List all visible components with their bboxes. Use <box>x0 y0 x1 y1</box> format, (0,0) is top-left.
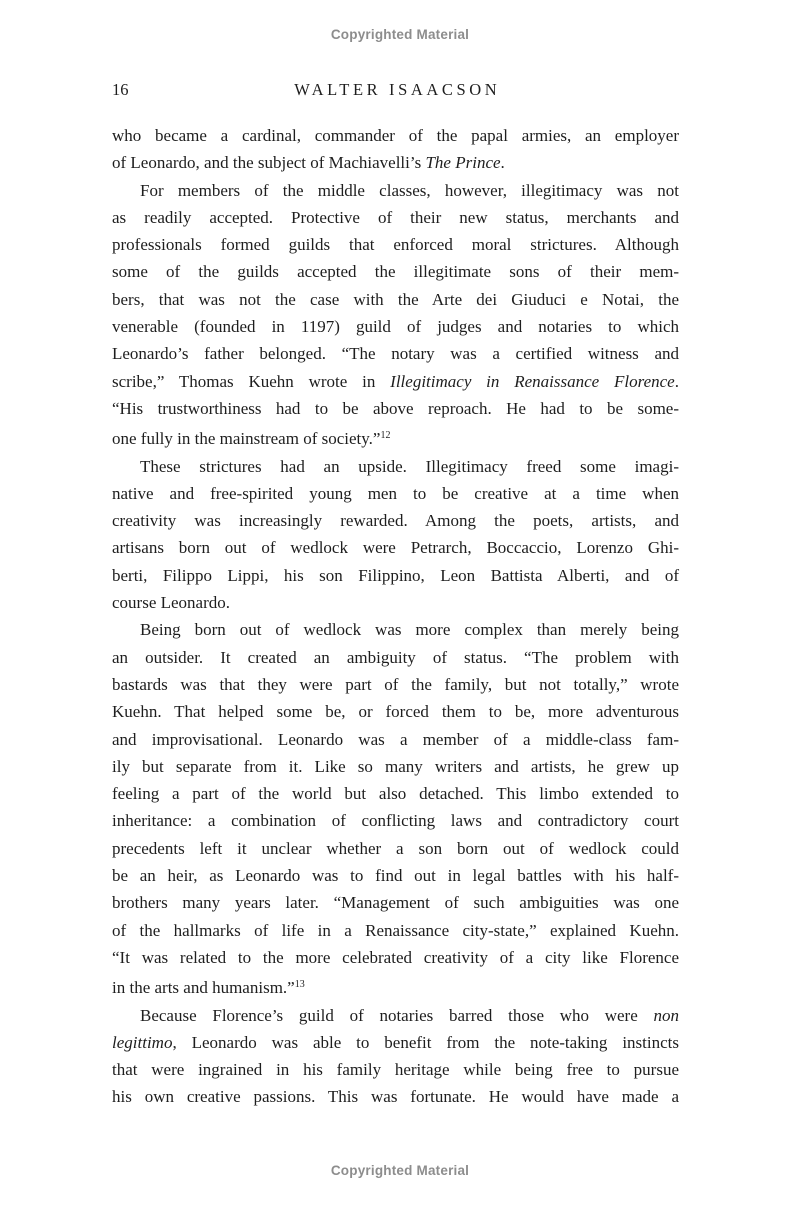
text-line <box>112 480 679 507</box>
text-line <box>112 286 679 313</box>
text-line <box>112 698 679 725</box>
italic-text: The Prince <box>425 153 501 173</box>
text-segment: brothers many years later. “Management of such ambiguities was one <box>112 893 679 913</box>
text-segment: For members of the middle classes, however, illegitimacy was not <box>140 180 679 200</box>
text-line <box>112 177 679 204</box>
copyright-notice-bottom: Copyrighted Material <box>330 1163 470 1178</box>
text-line <box>112 889 679 916</box>
text-line <box>112 122 679 149</box>
text-segment: bers, that was not the case with the Arte dei Giuduci e Notai, the <box>112 289 679 309</box>
text-segment: bastards was that they were part of the family, but not totally,” wrote <box>112 674 679 694</box>
text-line <box>112 835 679 862</box>
text-line <box>112 1002 679 1029</box>
copyright-notice-top: Copyrighted Material <box>330 27 470 42</box>
text-segment: his own creative passions. This was fortunate. He would have made a <box>112 1087 679 1107</box>
text-line <box>112 534 679 561</box>
text-segment: Leonardo’s father belonged. “The notary was a certified witness and <box>112 344 679 364</box>
text-line <box>112 780 679 807</box>
text-line <box>112 231 679 258</box>
text-segment: be an heir, as Leonardo was to find out in legal battles with his half- <box>112 866 679 886</box>
text-segment: of the hallmarks of life in a Renaissance city-state,” explained Kuehn. <box>112 920 679 940</box>
text-line <box>112 589 679 616</box>
text-line <box>112 971 679 1001</box>
text-segment: native and free-spirited young men to be creative at a time when <box>112 483 679 503</box>
text-segment: creativity was increasingly rewarded. Among the poets, artists, and <box>112 511 679 531</box>
text-segment: venerable (founded in 1197) guild of judges and notaries to which <box>112 317 679 337</box>
italic-text: Illegitimacy in Renaissance Florence <box>390 371 675 391</box>
text-segment: . <box>674 371 679 391</box>
text-segment: an outsider. It created an ambiguity of status. “The problem with <box>112 647 679 667</box>
text-segment: Kuehn. That helped some be, or forced them to be, more adventurous <box>112 702 679 722</box>
text-line <box>112 422 679 452</box>
text-line <box>112 807 679 834</box>
text-segment: “His trustworthiness had to be above reproach. He had to be some- <box>112 398 679 418</box>
text-line <box>112 562 679 589</box>
text-line <box>112 507 679 534</box>
text-segment: one fully in the mainstream of society.” <box>112 429 381 449</box>
text-segment: as readily accepted. Protective of their new status, merchants and <box>112 207 679 227</box>
text-line <box>112 1056 679 1083</box>
text-line <box>112 944 679 971</box>
text-line <box>112 204 679 231</box>
footnote-ref: 12 <box>380 430 391 442</box>
page-body <box>112 122 679 1111</box>
text-segment: Being born out of wedlock was more complex than merely being <box>140 620 679 640</box>
text-segment: , Leonardo was able to benefit from the note-taking instincts <box>172 1032 679 1052</box>
text-segment: inheritance: a combination of conflicting laws and contradictory court <box>112 811 679 831</box>
text-line <box>112 616 679 643</box>
text-line <box>112 726 679 753</box>
text-line <box>112 753 679 780</box>
text-line <box>112 917 679 944</box>
text-line <box>112 368 679 395</box>
text-line <box>112 671 679 698</box>
text-segment: . <box>500 153 505 173</box>
text-line <box>112 453 679 480</box>
text-segment: professionals formed guilds that enforced moral strictures. Although <box>112 235 679 255</box>
text-segment: feeling a part of the world but also detached. This limbo extended to <box>112 784 679 804</box>
text-segment: that were ingrained in his family heritage while being free to pursue <box>112 1060 679 1080</box>
text-line <box>112 258 679 285</box>
text-segment: of Leonardo, and the subject of Machiavelli’s <box>112 153 426 173</box>
text-line <box>112 1029 679 1056</box>
text-line <box>112 644 679 671</box>
text-line <box>112 313 679 340</box>
text-segment: course Leonardo. <box>112 593 231 613</box>
text-segment: These strictures had an upside. Illegitimacy freed some imagi- <box>140 456 679 476</box>
text-segment: artisans born out of wedlock were Petrarch, Boccaccio, Lorenzo Ghi- <box>112 538 679 558</box>
text-line <box>112 149 679 176</box>
text-segment: berti, Filippo Lippi, his son Filippino, Leon Battista Alberti, and of <box>112 565 679 585</box>
italic-text: legittimo <box>112 1032 173 1052</box>
text-segment: and improvisational. Leonardo was a member of a middle-class fam- <box>112 729 679 749</box>
text-segment: some of the guilds accepted the illegitimate sons of their mem- <box>112 262 679 282</box>
footnote-ref: 13 <box>294 979 305 991</box>
page-header <box>112 80 679 100</box>
text-segment: “It was related to the more celebrated creativity of a city like Florence <box>112 947 679 967</box>
text-segment: who became a cardinal, commander of the papal armies, an employer <box>112 126 679 145</box>
text-line <box>112 395 679 422</box>
text-segment: scribe,” Thomas Kuehn wrote in <box>112 371 391 391</box>
text-segment: ily but separate from it. Like so many writers and artists, he grew up <box>112 756 679 776</box>
text-line <box>112 340 679 367</box>
running-head: WALTER ISAACSON <box>294 80 501 99</box>
text-segment: in the arts and humanism.” <box>112 978 295 998</box>
text-segment: Because Florence’s guild of notaries barred those who were <box>140 1005 654 1025</box>
text-line <box>112 1083 679 1110</box>
text-line <box>112 862 679 889</box>
page-number: 16 <box>112 80 129 99</box>
text-segment: precedents left it unclear whether a son born out of wedlock could <box>112 838 679 858</box>
italic-text: non <box>653 1005 679 1025</box>
